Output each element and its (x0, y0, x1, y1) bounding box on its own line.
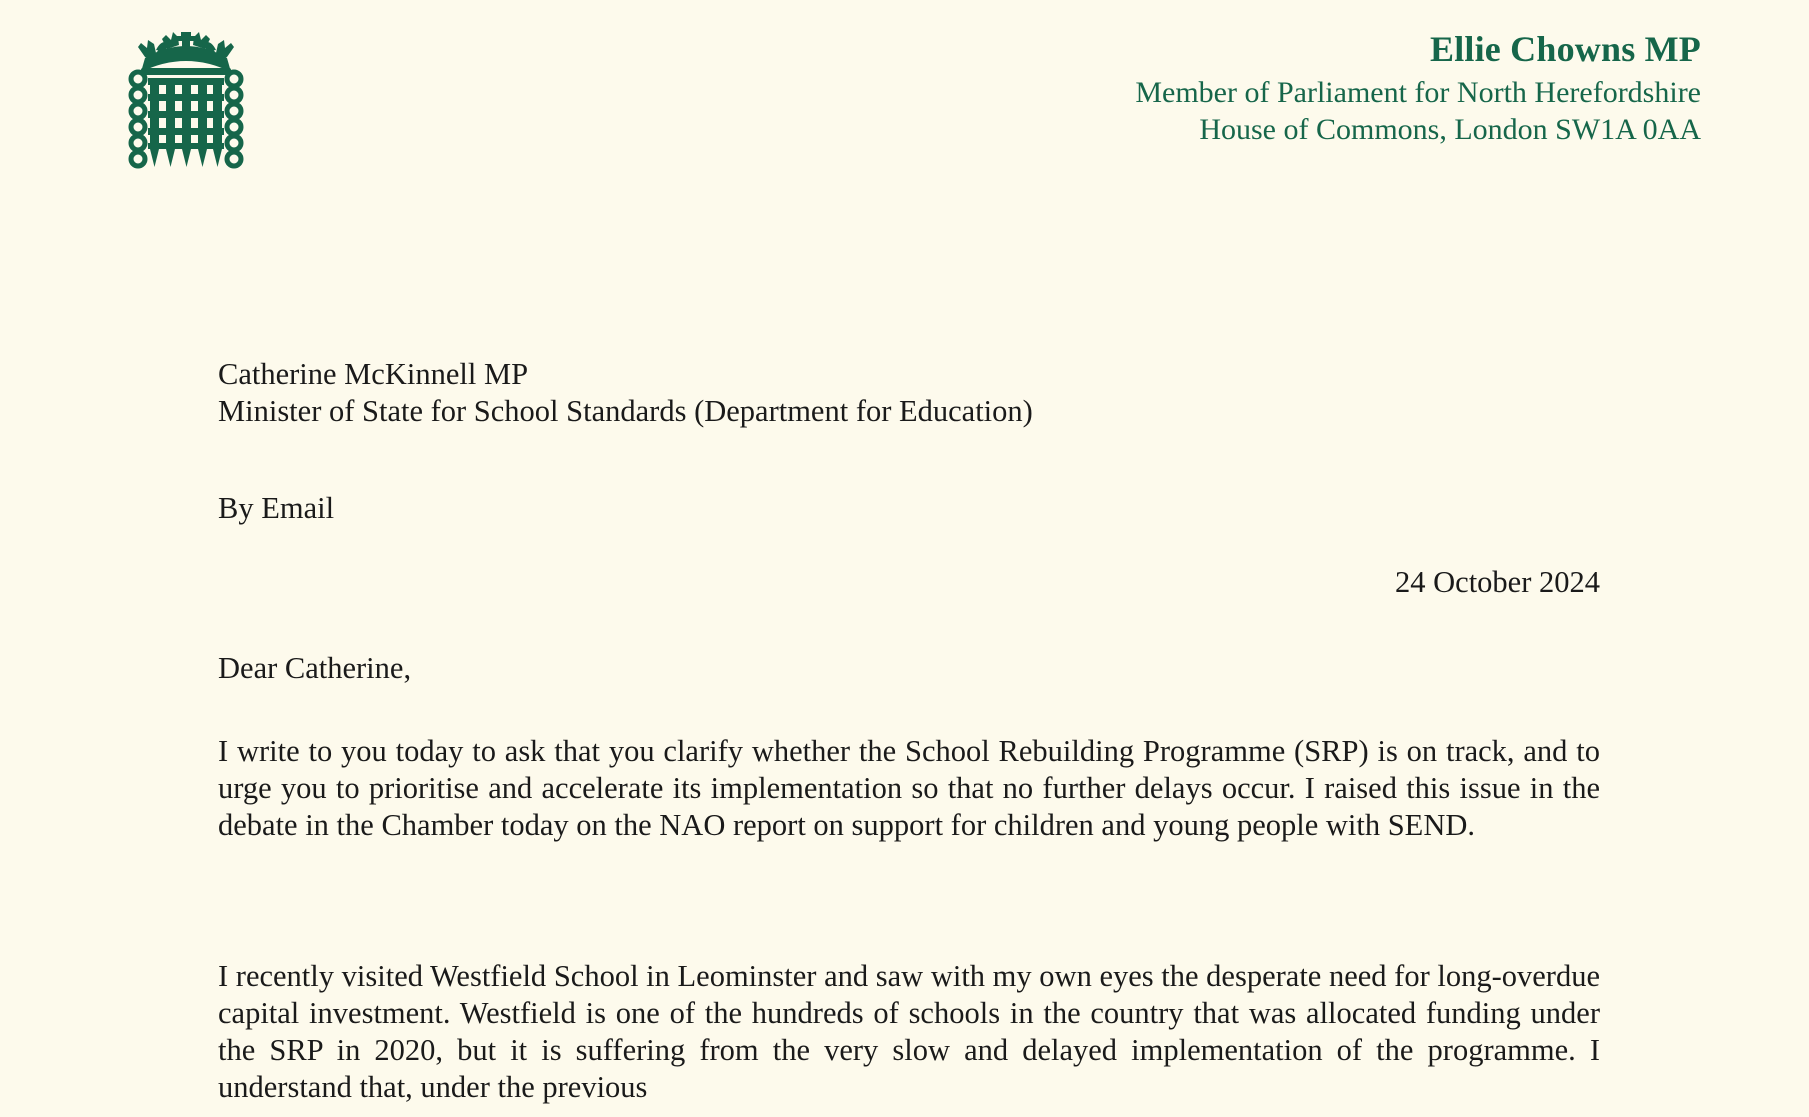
mp-name: Ellie Chowns MP (1429, 29, 1701, 69)
recipient-name: Catherine McKinnell MP (218, 357, 529, 391)
mp-role: Member of Parliament for North Herefordshire (1135, 75, 1701, 109)
crowned-portcullis-icon (112, 28, 260, 178)
letterhead (0, 0, 1809, 200)
body-paragraph: I recently visited Westfield School in Leominster and saw with my own eyes the desperate need for long-overdue capital investment. Westfield is one of the hundreds of schools in the country that was allocated funding under the SRP in 2020, but it is suffering from the very slow and delayed implementation of the programme. I understand that, under the previous (218, 959, 1600, 1105)
delivery-method: By Email (218, 491, 335, 525)
letter-date: 24 October 2024 (1395, 565, 1600, 599)
letterhead-text (1135, 28, 1701, 148)
recipient-block (218, 356, 1600, 430)
body-paragraph: I write to you today to ask that you clarify whether the School Rebuilding Programme (SRP) is on track, and to urge you to prioritise and accelerate its implementation so that no further delays occur. I raised this issue in the debate in the Chamber today on the NAO report on support for children and young people with SEND. (218, 734, 1600, 843)
salutation: Dear Catherine, (218, 651, 412, 685)
mp-address: House of Commons, London SW1A 0AA (1199, 112, 1701, 146)
recipient-title: Minister of State for School Standards (Department for Education) (218, 394, 1033, 429)
